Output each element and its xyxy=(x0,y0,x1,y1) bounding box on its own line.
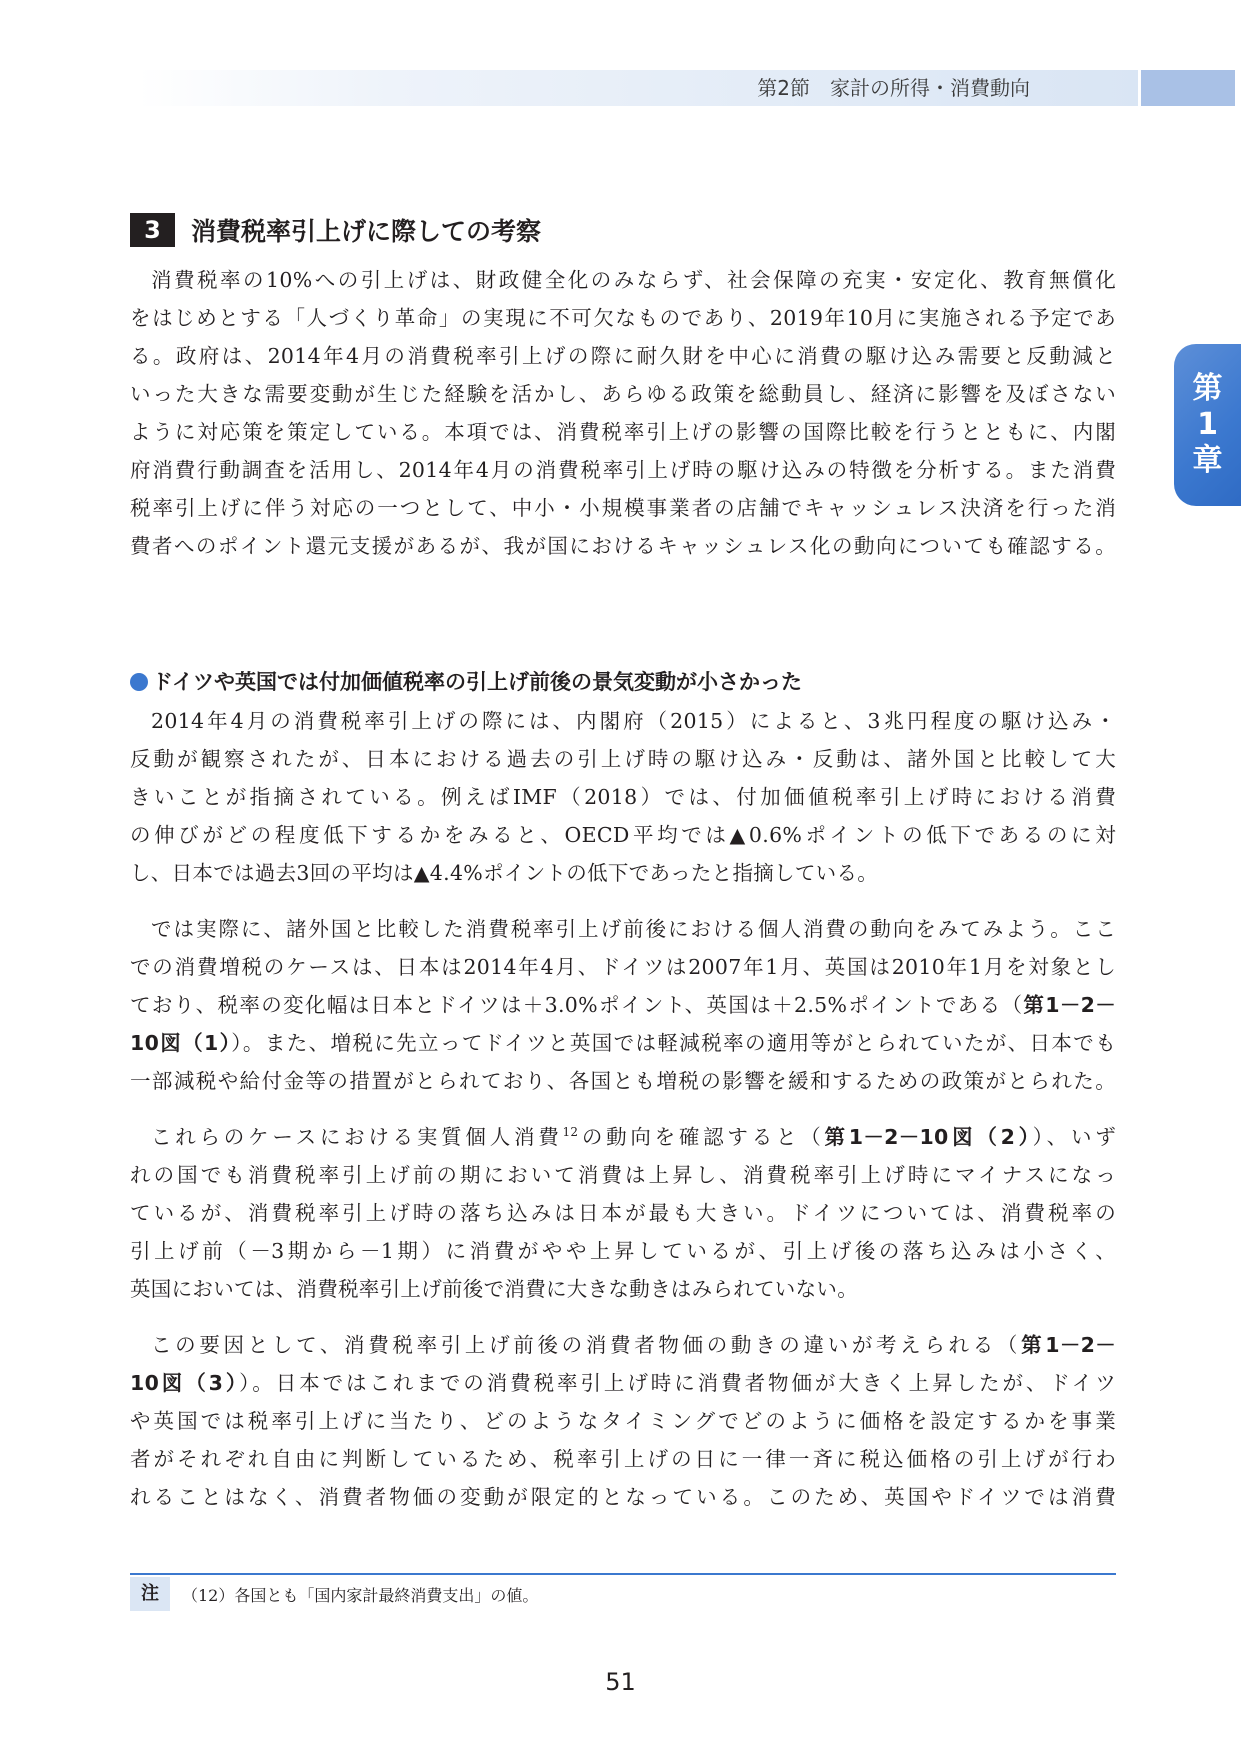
para1-line: 反動が観察されたが、日本における過去の引上げ時の駆け込み・反動は、諸外国と比較して大 xyxy=(130,747,1116,771)
para4-line: や英国では税率引上げに当たり、どのようなタイミングでどのように価格を設定するかを事業 xyxy=(130,1409,1116,1433)
page-number: 51 xyxy=(605,1668,636,1696)
chapter-tab-char-2: 1 xyxy=(1197,407,1218,442)
chapter-tab xyxy=(1174,344,1241,506)
footnote xyxy=(130,1576,538,1612)
para2-line: 一部減税や給付金等の措置がとられており、各国とも増税の影響を緩和するための政策がとられた。 xyxy=(130,1069,1116,1093)
para4-line xyxy=(130,1364,1116,1402)
footnote-label: 注 xyxy=(130,1577,170,1611)
para1-line: 2014年4月の消費税率引上げの際には、内閣府（2015）によると、3兆円程度の駆け込み・ xyxy=(151,709,1116,733)
para3-line-text: これらのケースにおける実質個人消費 xyxy=(151,1125,563,1149)
running-header xyxy=(138,70,1138,106)
para3-line-text: の動向を確認すると（ xyxy=(578,1125,825,1149)
subheading-text: ドイツや英国では付加価値税率の引上げ前後の景気変動が小さかった xyxy=(152,670,802,694)
intro-line: 府消費行動調査を活用し、2014年4月の消費税率引上げ時の駆け込みの特徴を分析する。また消費 xyxy=(130,458,1116,482)
para2-line-text: ）。また、増税に先立ってドイツと英国では軽減税率の適用等がとられていたが、日本でも xyxy=(231,1031,1116,1055)
chapter-tab-char-3: 章 xyxy=(1192,443,1223,478)
section-title: 消費税率引上げに際しての考察 xyxy=(191,217,542,246)
para4-line: 者がそれぞれ自由に判断しているため、税率引上げの日に一律一斉に税込価格の引上げが行わ xyxy=(130,1447,1116,1471)
para3-line: 引上げ前（－3期から－1期）に消費がやや上昇しているが、引上げ後の落ち込みは小さく、 xyxy=(130,1239,1116,1263)
intro-line: 消費税率の10%への引上げは、財政健全化のみならず、社会保障の充実・安定化、教育無償化 xyxy=(151,268,1116,292)
bullet-subheading xyxy=(130,663,802,701)
para2-line: での消費増税のケースは、日本は2014年4月、ドイツは2007年1月、英国は2010年1月を対象とし xyxy=(130,955,1116,979)
intro-line: る。政府は、2014年4月の消費税率引上げの際に耐久財を中心に消費の駆け込み需要と反動減と xyxy=(130,344,1116,368)
para2-line: では実際に、諸外国と比較した消費税率引上げ前後における個人消費の動向をみてみよう。ここ xyxy=(151,917,1116,941)
intro-line: 費者へのポイント還元支援があるが、我が国におけるキャッシュレス化の動向についても確認する。 xyxy=(130,534,1116,558)
footnote-text: （12）各国とも「国内家計最終消費支出」の値。 xyxy=(182,1585,539,1605)
para4-line-text: ）。日本ではこれまでの消費税率引上げ時に消費者物価が大きく上昇したが、ドイツ xyxy=(239,1371,1116,1395)
para1-line: きいことが指摘されている。例えばIMF（2018）では、付加価値税率引上げ時における消費 xyxy=(130,785,1116,809)
para3-line: ているが、消費税率引上げ時の落ち込みは日本が最も大きい。ドイツについては、消費税率の xyxy=(130,1201,1116,1225)
bullet-dot-icon xyxy=(130,673,148,691)
para3-line: 英国においては、消費税率引上げ前後で消費に大きな動きはみられていない。 xyxy=(130,1277,858,1301)
figure-reference: 第1－2－10図（2） xyxy=(824,1125,1033,1149)
para4-line-text: この要因として、消費税率引上げ前後の消費者物価の動きの違いが考えられる（ xyxy=(151,1333,1022,1357)
intro-line: いった大きな需要変動が生じた経験を活かし、あらゆる政策を総動員し、経済に影響を及ぼさない xyxy=(130,382,1116,406)
section-heading xyxy=(130,212,541,248)
para4-line: れることはなく、消費者物価の変動が限定的となっている。このため、英国やドイツでは消費 xyxy=(130,1485,1116,1509)
para2-line xyxy=(130,986,1116,1024)
para3-line: れの国でも消費税率引上げ前の期において消費は上昇し、消費税率引上げ時にマイナスになっ xyxy=(130,1163,1116,1187)
para2-line-text: ており、税率の変化幅は日本とドイツは＋3.0%ポイント、英国は＋2.5%ポイントである（ xyxy=(130,993,1024,1017)
para2-line xyxy=(130,1024,1116,1062)
intro-line: をはじめとする「人づくり革命」の実現に不可欠なものであり、2019年10月に実施される予定であ xyxy=(130,306,1116,330)
figure-reference: 第1－2－ xyxy=(1021,1333,1117,1357)
running-header-section: 第2節 家計の所得・消費動向 xyxy=(757,76,1030,100)
footnote-divider xyxy=(130,1573,1116,1575)
figure-reference: 10図（1） xyxy=(130,1031,232,1055)
header-accent-block xyxy=(1141,70,1235,106)
footnote-marker: 12 xyxy=(562,1125,579,1139)
para4-line xyxy=(130,1326,1116,1364)
intro-line: 税率引上げに伴う対応の一つとして、中小・小規模事業者の店舗でキャッシュレス決済を行った消 xyxy=(130,496,1116,520)
para1-line: し、日本では過去3回の平均は▲4.4%ポイントの低下であったと指摘している。 xyxy=(130,861,879,885)
para1-line: の伸びがどの程度低下するかをみると、OECD平均では▲0.6%ポイントの低下であるのに対 xyxy=(130,823,1116,847)
section-number-badge: 3 xyxy=(130,213,175,247)
para3-line-text: ）、いず xyxy=(1032,1125,1117,1149)
chapter-tab-char-1: 第 xyxy=(1192,371,1223,406)
figure-reference: 10図（3） xyxy=(130,1371,240,1395)
figure-reference: 第1－2－ xyxy=(1023,993,1116,1017)
intro-line: ように対応策を策定している。本項では、消費税率引上げの影響の国際比較を行うとともに、内閣 xyxy=(130,420,1116,444)
para3-line xyxy=(130,1118,1116,1156)
